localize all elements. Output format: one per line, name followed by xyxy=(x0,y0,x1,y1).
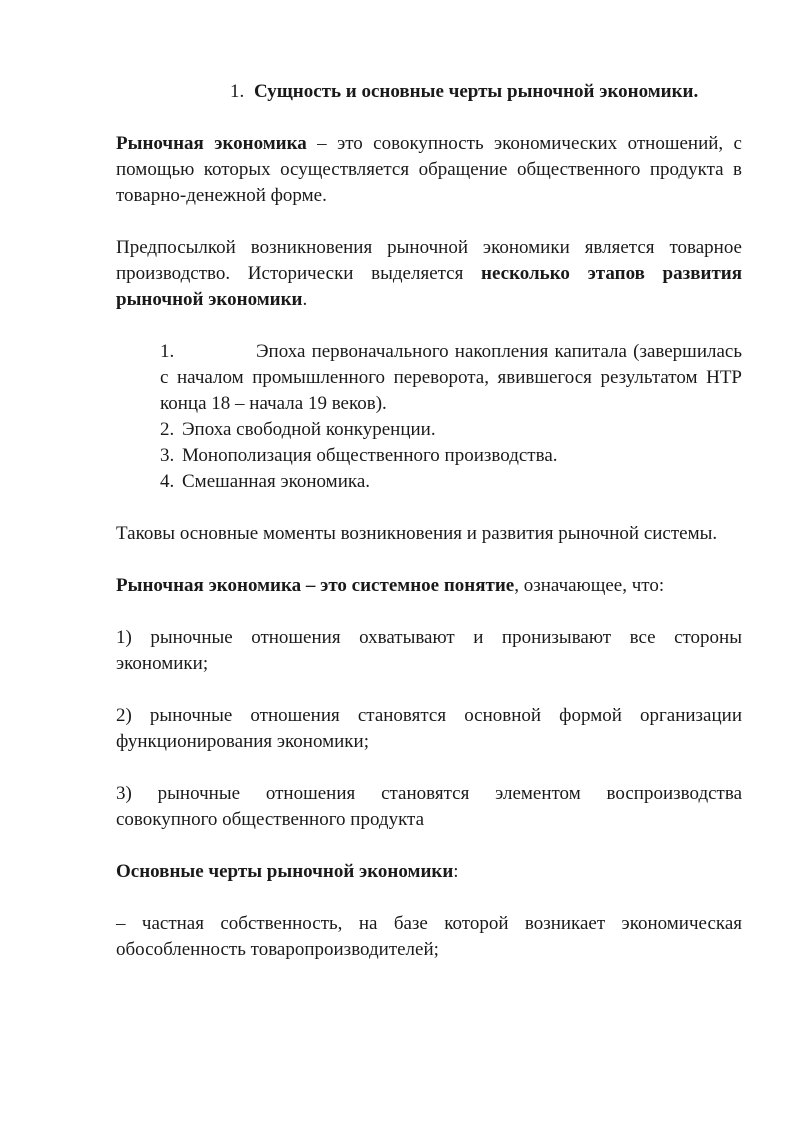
stages-list xyxy=(160,339,742,495)
stage-item xyxy=(160,339,742,417)
feature-item: – частная собственность, на базе которой возникает экономическая обособленность товаропроизводителей; xyxy=(116,913,742,960)
system-paragraph xyxy=(116,573,742,599)
stage-number: 2. xyxy=(160,419,175,440)
prerequisite-paragraph xyxy=(116,235,742,313)
document-page xyxy=(116,79,742,963)
stage-text: Смешанная экономика. xyxy=(182,471,370,492)
heading-text: Сущность и основные черты рыночной экономики. xyxy=(254,81,699,102)
list-item: 1) рыночные отношения охватывают и пронизывают все стороны экономики; xyxy=(116,627,742,674)
system-bold: Рыночная экономика – это системное понятие xyxy=(116,575,515,596)
section-heading xyxy=(230,79,742,105)
stage-number: 1. xyxy=(160,341,175,362)
list-item: 2) рыночные отношения становятся основной формой организации функционирования экономики; xyxy=(116,705,742,752)
list-item: 3) рыночные отношения становятся элементом воспроизводства совокупного общественного продукта xyxy=(116,783,742,830)
features-colon: : xyxy=(453,861,459,882)
stage-text: Эпоха первоначального накопления капитала (завершилась с началом промышленного переворота, явившегося результатом НТР конца 18 – начала 19 веков). xyxy=(160,341,742,414)
features-heading xyxy=(116,859,742,885)
stage-item xyxy=(160,443,742,469)
prerequisite-end: . xyxy=(302,289,308,310)
stage-number: 4. xyxy=(160,471,175,492)
features-bold: Основные черты рыночной экономики xyxy=(116,861,454,882)
definition-text: – это совокупность экономических отношений, с помощью которых осуществляется обращение общественного продукта в товарно-денежной форме. xyxy=(116,133,742,206)
definition-term: Рыночная экономика xyxy=(116,133,307,154)
system-text: , означающее, что: xyxy=(514,575,665,596)
stage-item xyxy=(160,417,742,443)
stage-item xyxy=(160,469,742,495)
stage-text: Эпоха свободной конкуренции. xyxy=(182,419,436,440)
stage-number: 3. xyxy=(160,445,175,466)
stage-text: Монополизация общественного производства. xyxy=(182,445,558,466)
summary-paragraph: Таковы основные моменты возникновения и развития рыночной системы. xyxy=(116,523,718,544)
prerequisite-text: Предпосылкой возникновения рыночной экономики является товарное производство. Исторически выделяется xyxy=(116,237,742,284)
definition-paragraph xyxy=(116,131,742,209)
heading-number: 1. xyxy=(230,81,245,102)
prerequisite-bold: несколько этапов развития рыночной экономики xyxy=(116,263,743,310)
